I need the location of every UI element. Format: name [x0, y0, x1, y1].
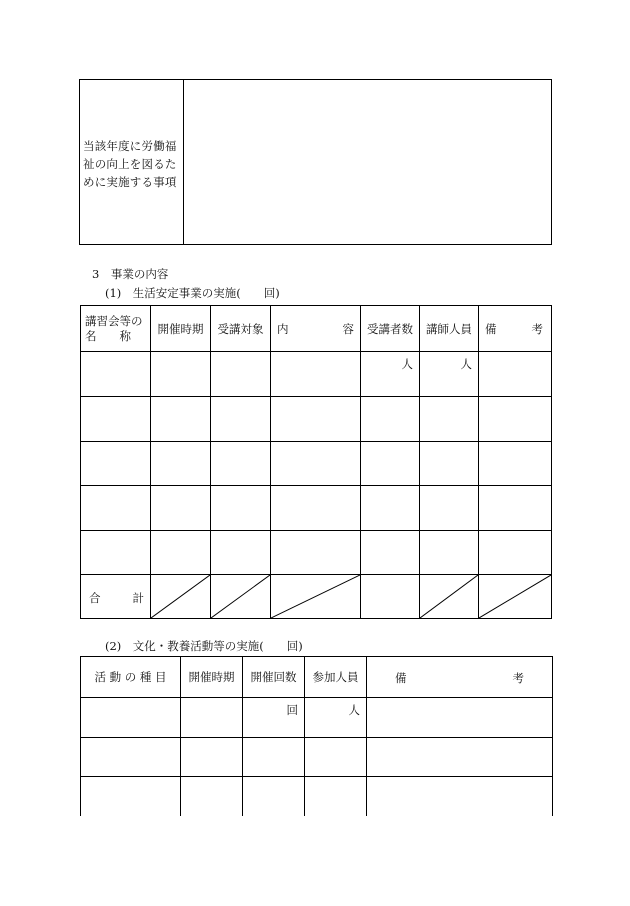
table-cell — [151, 531, 211, 575]
table-cell — [81, 397, 151, 442]
header-name-line2: 名 称 — [85, 328, 131, 343]
table-row — [81, 698, 553, 738]
header-target: 受講対象 — [211, 306, 271, 352]
table-cell — [211, 352, 271, 397]
top-box-label: 当該年度に労働福祉の向上を図るために実施する事項 — [83, 139, 177, 189]
table-cell — [361, 486, 420, 531]
table-cell — [271, 397, 361, 442]
header-remarks — [367, 657, 553, 698]
table-cell — [151, 352, 211, 397]
table-row — [81, 486, 552, 531]
table-cell — [211, 397, 271, 442]
table-cell — [243, 698, 305, 738]
header-content-a: 内 — [277, 322, 289, 336]
total-label-cell — [81, 575, 151, 619]
table-cell — [271, 352, 361, 397]
table-total-row — [81, 575, 552, 619]
table-cell — [479, 352, 552, 397]
table-cell — [211, 442, 271, 486]
header-remarks-b: 考 — [512, 671, 524, 685]
table-cell — [479, 442, 552, 486]
table-header-row — [81, 306, 552, 352]
header-attendees: 受講者数 — [361, 306, 420, 352]
header-instructors: 講師人員 — [420, 306, 479, 352]
table-cell — [367, 698, 553, 738]
header-remarks — [479, 306, 552, 352]
unit-person: 人 — [401, 357, 413, 371]
header-remarks-b: 考 — [531, 322, 543, 336]
table-cell — [243, 738, 305, 777]
table-row — [81, 352, 552, 397]
header-count: 開催回数 — [243, 657, 305, 698]
header-kind: 活 動 の 種 目 — [81, 657, 181, 698]
table-cell — [81, 738, 181, 777]
table-cell — [479, 397, 552, 442]
table-cell — [181, 738, 243, 777]
table-cell — [151, 486, 211, 531]
table-cell — [479, 486, 552, 531]
table-cell — [211, 531, 271, 575]
unit-person: 人 — [460, 357, 472, 371]
total-label-a: 合 — [89, 591, 101, 605]
header-name-line1: 講習会等の — [85, 313, 143, 328]
diagonal-cell — [211, 575, 271, 619]
table-cell — [81, 698, 181, 738]
table-cell — [305, 698, 367, 738]
page-cutoff-mask — [70, 816, 570, 906]
table-row — [81, 738, 553, 777]
diagonal-cell — [151, 575, 211, 619]
table-livelihood-stability — [80, 305, 552, 619]
table-row — [81, 442, 552, 486]
header-participants: 参加人員 — [305, 657, 367, 698]
unit-times: 回 — [286, 703, 298, 717]
table-cell — [420, 397, 479, 442]
header-date: 開催時期 — [151, 306, 211, 352]
table-cell — [181, 698, 243, 738]
subsection-1-heading: (1) 生活安定事業の実施( 回) — [105, 286, 280, 300]
table-row — [81, 531, 552, 575]
table-cell — [361, 352, 420, 397]
table-cell — [361, 531, 420, 575]
table-cell — [81, 442, 151, 486]
table-cell — [420, 442, 479, 486]
table-cell — [479, 531, 552, 575]
table-cell — [81, 486, 151, 531]
table-cell — [305, 738, 367, 777]
table-cell — [361, 442, 420, 486]
table-cell — [420, 352, 479, 397]
table-cell — [151, 442, 211, 486]
top-box-divider — [183, 79, 184, 245]
diagonal-cell — [271, 575, 361, 619]
table-header-row — [81, 657, 553, 698]
table-cultural-activities — [80, 656, 553, 837]
table-cell — [81, 352, 151, 397]
header-remarks-a: 備 — [485, 322, 497, 336]
unit-person: 人 — [348, 703, 360, 717]
table-cell — [361, 575, 420, 619]
subsection-2-heading: (2) 文化・教養活動等の実施( 回) — [105, 639, 303, 653]
table-cell — [420, 531, 479, 575]
table-cell — [420, 486, 479, 531]
header-content — [271, 306, 361, 352]
table-cell — [81, 531, 151, 575]
section-3-heading: 3 事業の内容 — [92, 267, 169, 281]
table-cell — [361, 397, 420, 442]
diagonal-cell — [420, 575, 479, 619]
header-date: 開催時期 — [181, 657, 243, 698]
table-cell — [271, 442, 361, 486]
diagonal-cell — [479, 575, 552, 619]
header-remarks-a: 備 — [395, 671, 407, 685]
table-cell — [367, 738, 553, 777]
header-content-b: 容 — [342, 322, 354, 336]
table-cell — [271, 486, 361, 531]
table-cell — [211, 486, 271, 531]
header-name-cell — [81, 306, 151, 352]
total-label-b: 計 — [132, 591, 144, 605]
table-cell — [151, 397, 211, 442]
table-row — [81, 397, 552, 442]
table-cell — [271, 531, 361, 575]
